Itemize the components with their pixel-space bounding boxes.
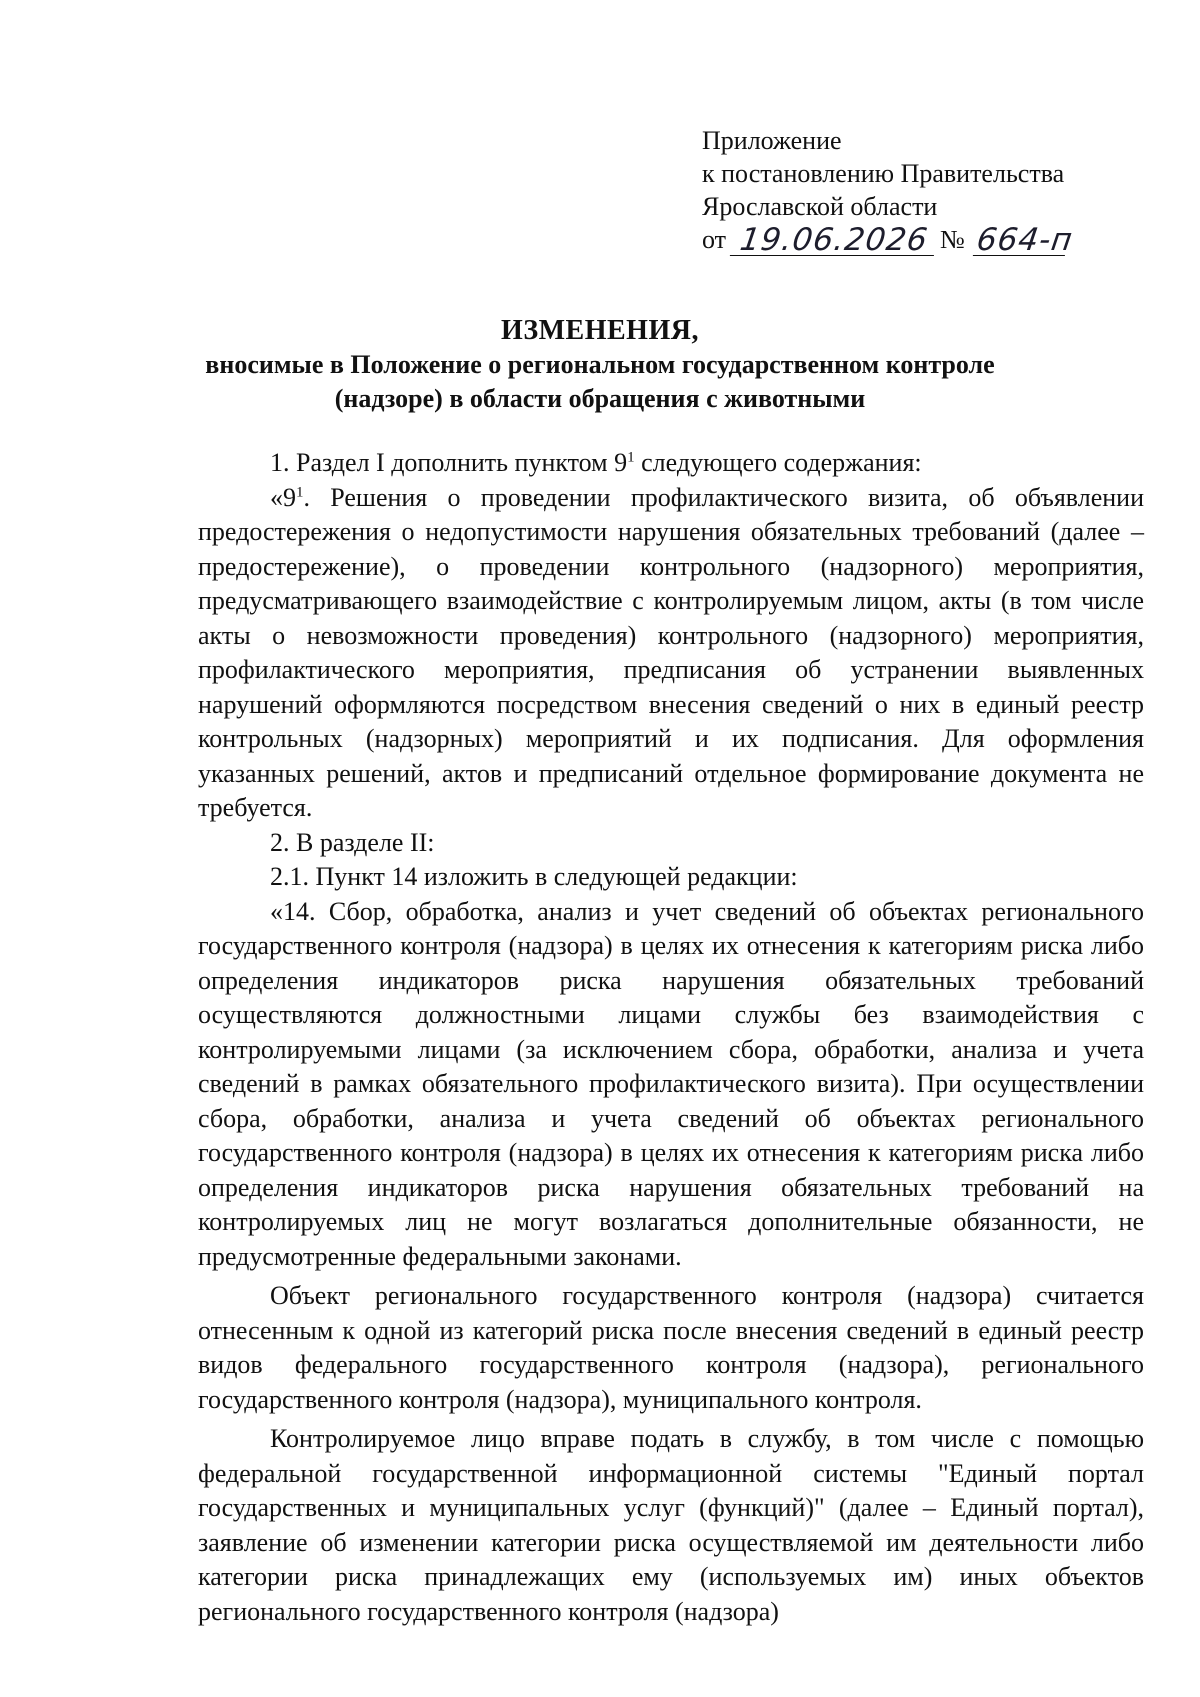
- date-prefix: от: [702, 225, 727, 254]
- document-title: [180, 314, 1020, 416]
- appendix-header: [702, 124, 1122, 256]
- paragraph-item-2-1: 2.1. Пункт 14 изложить в следующей редакции:: [270, 862, 798, 891]
- paragraph-item-9-1: [198, 481, 1144, 826]
- appendix-label: Приложение: [702, 126, 842, 155]
- paragraph-text: следующего содержания:: [634, 448, 922, 477]
- title-subheading-line2: (надзоре) в области обращения с животными: [334, 384, 866, 413]
- paragraph-text: . Решения о проведении профилактического визита, об объявлении предостережения о недопустимости нарушения обязательных требований (далее – предостережение), о проведении контрольного (надзорного) мероприятия, предусматривающего взаимодействие с контролируемым лицом, акты (в том числе акты о невозможности проведения) контрольного (надзорного) мероприятия, профилактического мероприятия, предписания об устранении выявленных нарушений оформляются посредством внесения сведений о них в единый реестр контрольных (надзорных) мероприятий и их подписания. Для оформления указанных решений, актов и предписаний отдельное формирование документа не требуется.: [198, 482, 1144, 822]
- paragraph-text: «9: [270, 482, 296, 512]
- document-body: [198, 446, 1144, 1629]
- appendix-reference: к постановлению Правительства: [702, 159, 1065, 188]
- title-heading: ИЗМЕНЕНИЯ,: [501, 315, 699, 346]
- superscript: 1: [627, 449, 635, 466]
- paragraph-item-14: «14. Сбор, обработка, анализ и учет сведений об объектах регионального государственного контроля (надзора) в целях их отнесения к категориям риска либо определения индикаторов риска нарушения обязательных требований осуществляются должностными лицами службы без взаимодействия с контролируемыми лицами (за исключением сбора, обработки, анализа и учета сведений в рамках обязательного профилактического визита). При осуществлении сбора, обработки, анализа и учета сведений об объектах регионального государственного контроля (надзора) в целях их отнесения к категориям риска либо определения индикаторов риска нарушения обязательных требований на контролируемых лиц не могут возлагаться дополнительные обязанности, не предусмотренные федеральными законами.: [198, 896, 1144, 1271]
- paragraph-text: 1. Раздел I дополнить пунктом 9: [270, 448, 628, 477]
- paragraph-risk-category: Объект регионального государственного контроля (надзора) считается отнесенным к одной из категорий риска после внесения сведений в единый реестр видов федерального государственного контроля (надзора), регионального государственного контроля (надзора), муниципального контроля.: [198, 1281, 1144, 1414]
- appendix-region: Ярославской области: [702, 192, 938, 221]
- handwritten-date: 19.06.2026: [730, 225, 938, 256]
- paragraph-item-2: 2. В разделе II:: [270, 827, 435, 857]
- paragraph-item-1: [198, 446, 1144, 481]
- superscript: 1: [296, 483, 304, 500]
- paragraph-controlled-person: Контролируемое лицо вправе подать в службу, в том числе с помощью федеральной государственной информационной системы "Единый портал государственных и муниципальных услуг (функций)" (далее – Единый портал), заявление об изменении категории риска осуществляемой им деятельности либо категории риска принадлежащих ему (используемых им) иных объектов регионального государственного контроля (надзора): [198, 1424, 1144, 1626]
- appendix-date-number-row: [702, 223, 1122, 256]
- handwritten-number: 664-п: [974, 222, 1076, 258]
- number-sign: №: [940, 225, 965, 254]
- title-subheading-line1: вносимые в Положение о региональном государственном контроле: [205, 350, 995, 379]
